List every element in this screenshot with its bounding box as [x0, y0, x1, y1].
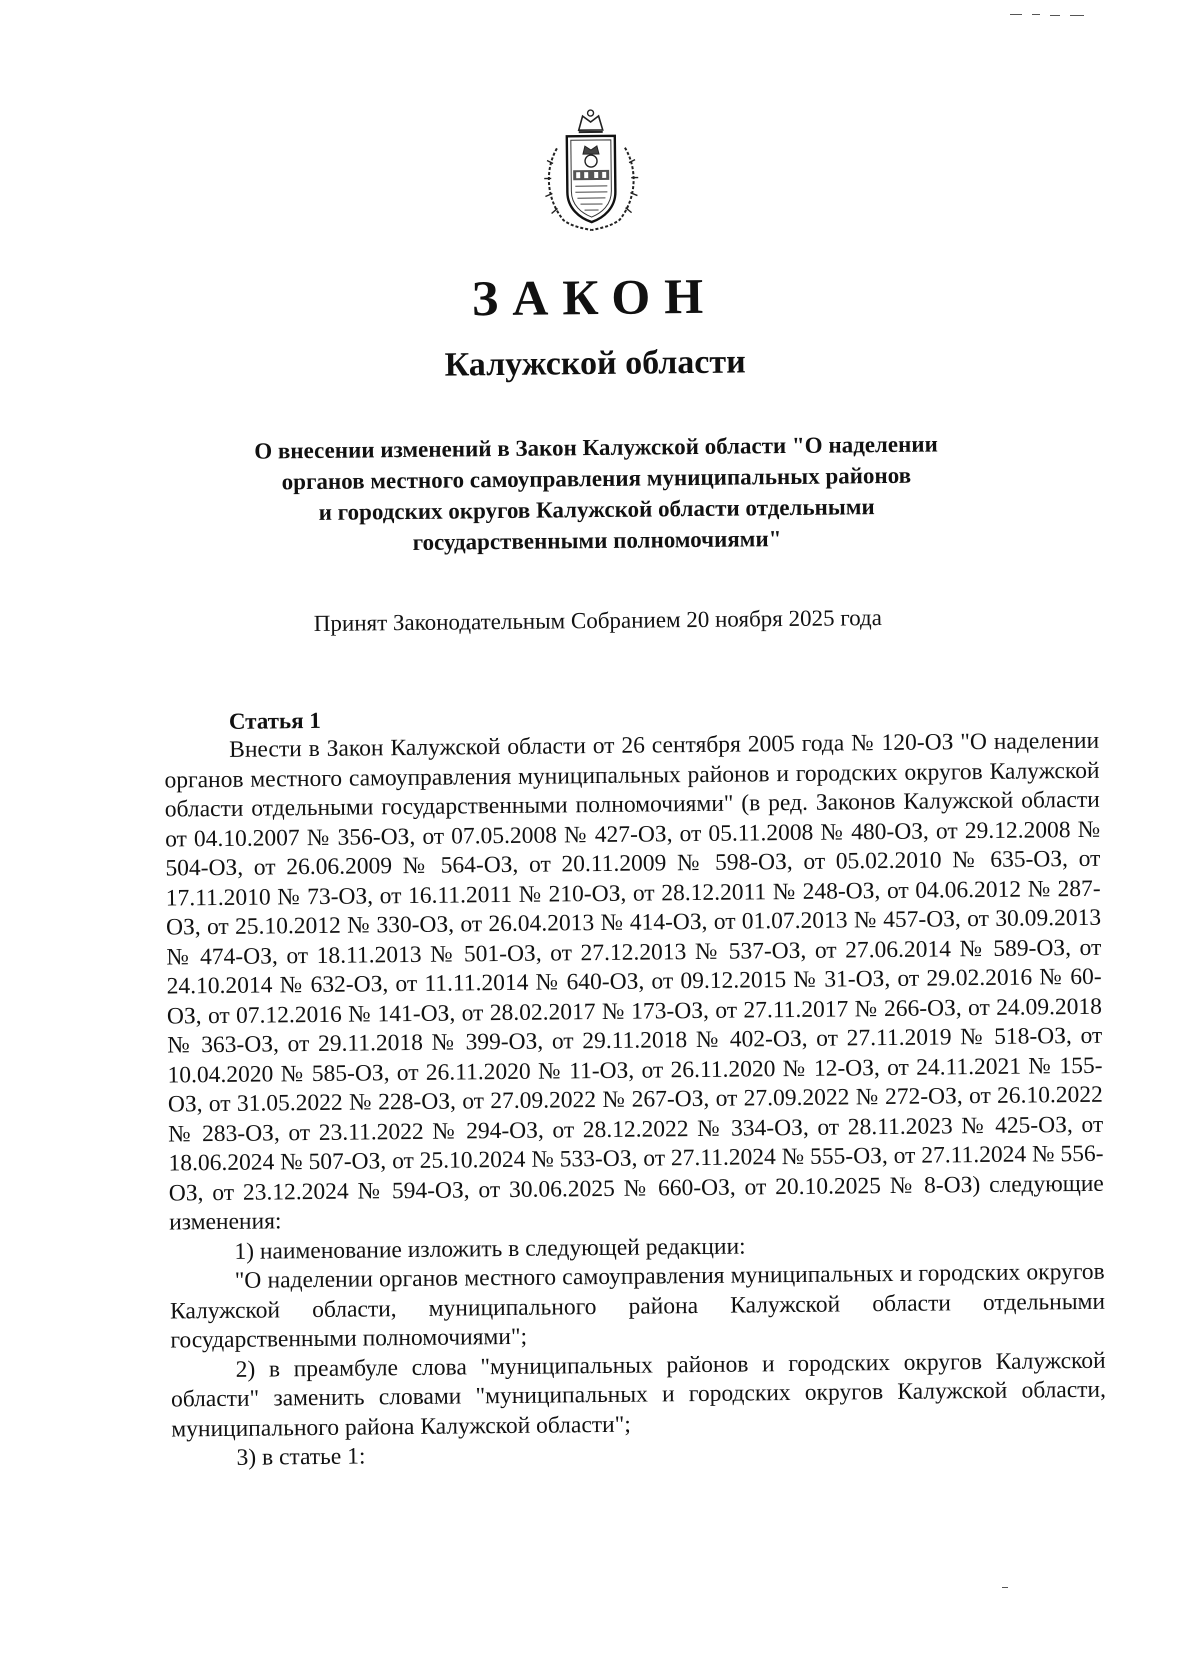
adoption-note: Принят Законодательным Собранием 20 ноября 2025 года — [0, 602, 1198, 641]
article-paragraph: 2) в преамбуле слова "муниципальных районов и городских округов Калужской области" заменить словами "муниципальных и городских округов Калужской области, муниципального района Калужской области"; — [171, 1346, 1107, 1444]
scan-mark — [1002, 1587, 1008, 1588]
article-paragraph: 1) наименование изложить в следующей редакции: — [169, 1228, 1104, 1267]
coat-of-arms-icon — [540, 108, 641, 237]
article-paragraph: Внести в Закон Калужской области от 26 сентября 2005 года № 120-ОЗ "О наделении органов местного самоуправления муниципальных районов и городских округов Калужской области отдельными государственными полномочиями" (в ред. Законов Калужской области от 04.10.2007 № 356-ОЗ, от 07.05.2008 № 427-ОЗ, от 05.11.2008 № 480-ОЗ, от 29.12.2008 № 504-ОЗ, от 26.06.2009 № 564-ОЗ, от 20.11.2009 № 598-ОЗ, от 05.02.2010 № 635-ОЗ, от 17.11.2010 № 73-ОЗ, от 16.11.2011 № 210-ОЗ, от 28.12.2011 № 248-ОЗ, от 04.06.2012 № 287-ОЗ, от 25.10.2012 № 330-ОЗ, от 26.04.2013 № 414-ОЗ, от 01.07.2013 № 457-ОЗ, от 30.09.2013 № 474-ОЗ, от 18.11.2013 № 501-ОЗ, от 27.12.2013 № 537-ОЗ, от 27.06.2014 № 589-ОЗ, от 24.10.2014 № 632-ОЗ, от 11.11.2014 № 640-ОЗ, от 09.12.2015 № 31-ОЗ, от 29.02.2016 № 60-ОЗ, от 07.12.2016 № 141-ОЗ, от 28.02.2017 № 173-ОЗ, от 27.11.2017 № 266-ОЗ, от 24.09.2018 № 363-ОЗ, от 29.11.2018 № 399-ОЗ, от 29.11.2018 № 402-ОЗ, от 27.11.2019 № 518-ОЗ, от 10.04.2020 № 585-ОЗ, от 26.11.2020 № 11-ОЗ, от 26.11.2020 № 12-ОЗ, от 24.11.2021 № 155-ОЗ, от 31.05.2022 № 228-ОЗ, от 27.09.2022 № 267-ОЗ, от 27.09.2022 № 272-ОЗ, от 26.10.2022 № 283-ОЗ, от 23.11.2022 № 294-ОЗ, от 28.12.2022 № 334-ОЗ, от 28.11.2023 № 425-ОЗ, от 18.06.2024 № 507-ОЗ, от 25.10.2024 № 533-ОЗ, от 27.11.2024 № 555-ОЗ, от 27.11.2024 № 556-ОЗ, от 23.12.2024 № 594-ОЗ, от 30.06.2025 № 660-ОЗ, от 20.10.2025 № 8-ОЗ) следующие изменения: — [164, 727, 1104, 1238]
article-body — [164, 699, 1107, 1474]
document-title: ЗАКОН — [0, 262, 1195, 333]
law-name-line: и городских округов Калужской области отдельными — [177, 490, 1017, 530]
law-name-line: государственными полномочиями" — [177, 521, 1017, 561]
article-paragraph: 3) в статье 1: — [171, 1435, 1106, 1474]
scan-mark — [1050, 15, 1060, 16]
article-paragraph: "О наделении органов местного самоуправления муниципальных и городских округов Калужской области, муниципального района Калужской области отдельными государственными полномочиями"; — [170, 1258, 1106, 1356]
law-name-line: органов местного самоуправления муниципальных районов — [176, 459, 1016, 499]
law-name — [176, 428, 1017, 561]
scan-mark — [1010, 14, 1022, 15]
scan-mark — [1070, 15, 1084, 16]
scan-mark — [1032, 14, 1040, 15]
document-subtitle: Калужской области — [0, 339, 1195, 390]
law-name-line: О внесении изменений в Закон Калужской области "О наделении — [176, 428, 1016, 468]
article-title: Статья 1 — [164, 699, 1099, 737]
